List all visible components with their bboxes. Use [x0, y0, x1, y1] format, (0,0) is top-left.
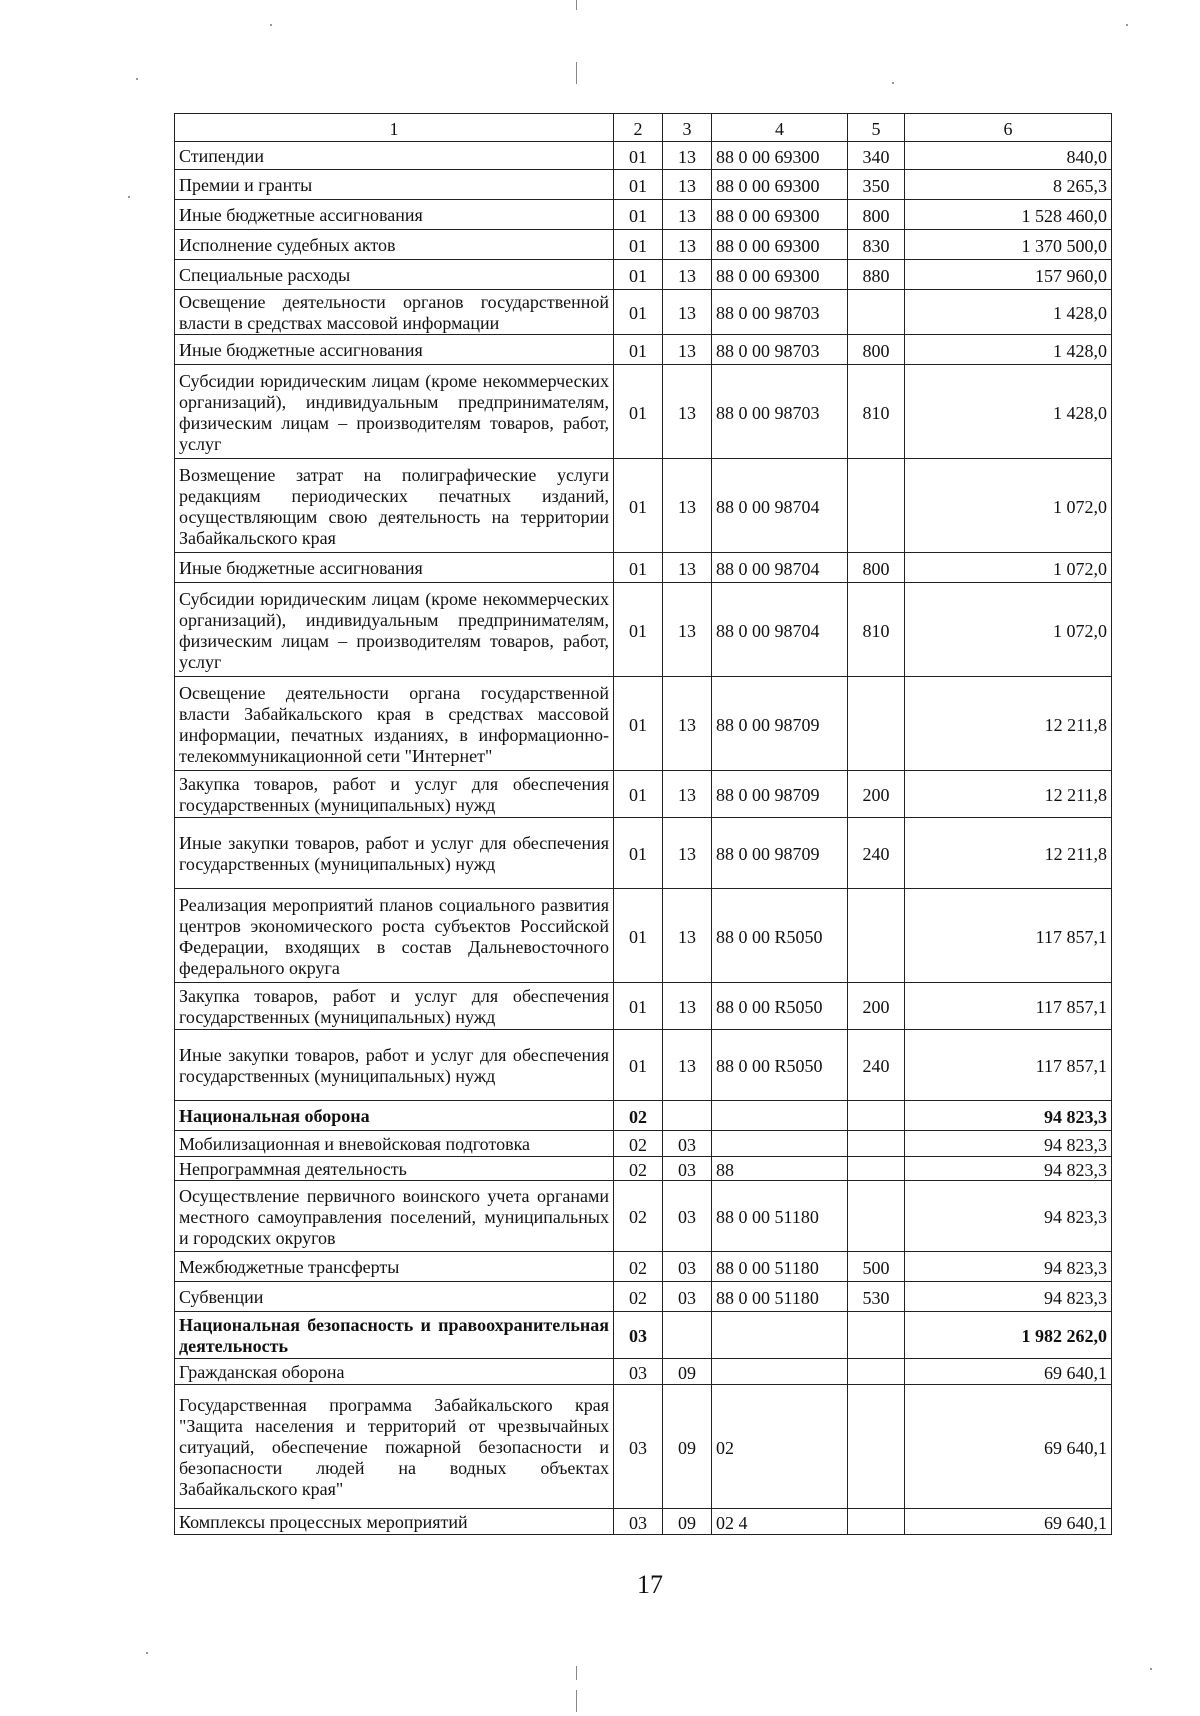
cell-subsection: 13	[663, 889, 712, 983]
cell-subsection: 13	[663, 260, 712, 290]
table-row	[175, 1509, 1112, 1535]
cell-name: Непрограммная деятельность	[175, 1157, 614, 1181]
cell-name: Премии и гранты	[175, 170, 614, 200]
cell-subsection: 09	[663, 1359, 712, 1385]
cell-amount: 1 428,0	[905, 290, 1112, 335]
cell-target-article: 02	[712, 1385, 848, 1509]
cell-amount: 12 211,8	[905, 677, 1112, 771]
cell-section: 01	[614, 200, 663, 230]
cell-subsection	[663, 1312, 712, 1359]
cell-target-article: 88 0 00 R5050	[712, 889, 848, 983]
cell-expense-type	[848, 1131, 905, 1157]
cell-amount: 1 072,0	[905, 459, 1112, 553]
table-row	[175, 1157, 1112, 1181]
cell-name: Иные бюджетные ассигнования	[175, 200, 614, 230]
table-row	[175, 230, 1112, 260]
cell-name: Исполнение судебных актов	[175, 230, 614, 260]
table-row	[175, 677, 1112, 771]
cell-expense-type: 240	[848, 818, 905, 889]
cell-name: Освещение деятельности органов государственной власти в средствах массовой информации	[175, 290, 614, 335]
cell-expense-type	[848, 459, 905, 553]
cell-target-article: 88 0 00 R5050	[712, 983, 848, 1030]
table-row	[175, 260, 1112, 290]
cell-section: 01	[614, 170, 663, 200]
cell-expense-type	[848, 1359, 905, 1385]
scan-artifact	[576, 62, 577, 84]
cell-name: Специальные расходы	[175, 260, 614, 290]
cell-section: 01	[614, 889, 663, 983]
cell-target-article: 88 0 00 98704	[712, 583, 848, 677]
cell-name: Государственная программа Забайкальского края "Защита населения и территорий от чрезвычайных ситуаций, обеспечение пожарной безопасности и безопасности людей на водных объектах Забайкальского края"	[175, 1385, 614, 1509]
cell-amount: 840,0	[905, 142, 1112, 170]
cell-subsection: 13	[663, 365, 712, 459]
cell-name: Возмещение затрат на полиграфические услуги редакциям периодических печатных изданий, осуществляющим свою деятельность на территории Забайкальского края	[175, 459, 614, 553]
table-row	[175, 553, 1112, 583]
cell-target-article	[712, 1131, 848, 1157]
cell-amount: 1 982 262,0	[905, 1312, 1112, 1359]
cell-subsection: 03	[663, 1181, 712, 1252]
budget-table	[174, 113, 1112, 1535]
cell-subsection: 13	[663, 200, 712, 230]
cell-name: Иные закупки товаров, работ и услуг для обеспечения государственных (муниципальных) нужд	[175, 1030, 614, 1101]
cell-expense-type	[848, 889, 905, 983]
cell-subsection: 13	[663, 1030, 712, 1101]
cell-section: 01	[614, 677, 663, 771]
cell-amount: 117 857,1	[905, 983, 1112, 1030]
cell-section: 01	[614, 260, 663, 290]
cell-target-article: 88 0 00 R5050	[712, 1030, 848, 1101]
cell-subsection: 09	[663, 1509, 712, 1535]
cell-subsection: 13	[663, 459, 712, 553]
cell-expense-type: 830	[848, 230, 905, 260]
cell-amount: 157 960,0	[905, 260, 1112, 290]
cell-amount: 94 823,3	[905, 1131, 1112, 1157]
cell-amount: 12 211,8	[905, 818, 1112, 889]
table-row	[175, 365, 1112, 459]
cell-subsection: 13	[663, 583, 712, 677]
cell-subsection: 13	[663, 818, 712, 889]
cell-amount: 94 823,3	[905, 1252, 1112, 1282]
table-row	[175, 1030, 1112, 1101]
cell-target-article: 88	[712, 1157, 848, 1181]
table-row	[175, 771, 1112, 818]
cell-name: Иные бюджетные ассигнования	[175, 553, 614, 583]
cell-amount: 1 528 460,0	[905, 200, 1112, 230]
scan-artifact	[136, 78, 138, 80]
table-row	[175, 170, 1112, 200]
cell-expense-type	[848, 290, 905, 335]
cell-section: 02	[614, 1101, 663, 1131]
cell-target-article: 88 0 00 98703	[712, 335, 848, 365]
cell-subsection: 13	[663, 553, 712, 583]
table-row	[175, 1359, 1112, 1385]
cell-amount: 69 640,1	[905, 1385, 1112, 1509]
cell-section: 01	[614, 230, 663, 260]
cell-name: Закупка товаров, работ и услуг для обеспечения государственных (муниципальных) нужд	[175, 771, 614, 818]
cell-expense-type: 200	[848, 983, 905, 1030]
scan-artifact	[1150, 1668, 1152, 1670]
table-row	[175, 1181, 1112, 1252]
budget-table-body	[175, 114, 1112, 1535]
cell-expense-type: 880	[848, 260, 905, 290]
cell-subsection	[663, 1101, 712, 1131]
cell-amount: 12 211,8	[905, 771, 1112, 818]
cell-target-article: 88 0 00 98709	[712, 677, 848, 771]
cell-name: Субсидии юридическим лицам (кроме некоммерческих организаций), индивидуальным предпринимателям, физическим лицам – производителям товаров, работ, услуг	[175, 365, 614, 459]
cell-target-article: 02 4	[712, 1509, 848, 1535]
scan-artifact	[1126, 24, 1128, 26]
cell-subsection: 13	[663, 170, 712, 200]
header-cell-3: 3	[663, 114, 712, 142]
cell-section: 02	[614, 1282, 663, 1312]
cell-amount: 94 823,3	[905, 1181, 1112, 1252]
cell-section: 01	[614, 335, 663, 365]
cell-amount: 69 640,1	[905, 1509, 1112, 1535]
cell-subsection: 13	[663, 677, 712, 771]
cell-section: 01	[614, 818, 663, 889]
cell-subsection: 13	[663, 230, 712, 260]
cell-name: Иные бюджетные ассигнования	[175, 335, 614, 365]
table-row	[175, 1101, 1112, 1131]
cell-amount: 1 072,0	[905, 583, 1112, 677]
cell-name: Субсидии юридическим лицам (кроме некоммерческих организаций), индивидуальным предпринимателям, физическим лицам – производителям товаров, работ, услуг	[175, 583, 614, 677]
cell-amount: 1 428,0	[905, 335, 1112, 365]
cell-name: Комплексы процессных мероприятий	[175, 1509, 614, 1535]
cell-expense-type	[848, 1312, 905, 1359]
cell-amount: 1 370 500,0	[905, 230, 1112, 260]
cell-expense-type: 350	[848, 170, 905, 200]
table-row	[175, 1131, 1112, 1157]
cell-expense-type	[848, 677, 905, 771]
cell-expense-type: 530	[848, 1282, 905, 1312]
header-cell-4: 4	[712, 114, 848, 142]
cell-amount: 8 265,3	[905, 170, 1112, 200]
cell-expense-type	[848, 1101, 905, 1131]
cell-expense-type: 800	[848, 200, 905, 230]
cell-target-article: 88 0 00 98704	[712, 553, 848, 583]
scan-artifact	[576, 0, 577, 10]
cell-target-article	[712, 1359, 848, 1385]
scan-artifact	[576, 1666, 577, 1680]
cell-section: 03	[614, 1312, 663, 1359]
cell-subsection: 13	[663, 335, 712, 365]
cell-subsection: 13	[663, 771, 712, 818]
cell-target-article: 88 0 00 98703	[712, 365, 848, 459]
cell-name: Иные закупки товаров, работ и услуг для обеспечения государственных (муниципальных) нужд	[175, 818, 614, 889]
cell-target-article: 88 0 00 98704	[712, 459, 848, 553]
cell-section: 01	[614, 459, 663, 553]
cell-expense-type	[848, 1509, 905, 1535]
cell-name: Осуществление первичного воинского учета органами местного самоуправления поселений, муниципальных и городских округов	[175, 1181, 614, 1252]
cell-target-article: 88 0 00 69300	[712, 142, 848, 170]
cell-expense-type: 240	[848, 1030, 905, 1101]
cell-target-article: 88 0 00 69300	[712, 230, 848, 260]
cell-name: Стипендии	[175, 142, 614, 170]
cell-subsection: 13	[663, 142, 712, 170]
cell-section: 03	[614, 1385, 663, 1509]
cell-section: 01	[614, 983, 663, 1030]
cell-target-article: 88 0 00 69300	[712, 260, 848, 290]
scan-artifact	[892, 82, 894, 84]
table-row	[175, 583, 1112, 677]
cell-section: 01	[614, 771, 663, 818]
cell-subsection: 09	[663, 1385, 712, 1509]
cell-section: 01	[614, 290, 663, 335]
cell-amount: 1 072,0	[905, 553, 1112, 583]
cell-target-article: 88 0 00 98709	[712, 818, 848, 889]
cell-name: Реализация мероприятий планов социального развития центров экономического роста субъектов Российской Федерации, входящих в состав Дальневосточного федерального округа	[175, 889, 614, 983]
table-row	[175, 1252, 1112, 1282]
scan-artifact	[146, 1652, 148, 1654]
cell-section: 03	[614, 1359, 663, 1385]
cell-section: 02	[614, 1131, 663, 1157]
cell-name: Национальная оборона	[175, 1101, 614, 1131]
table-row	[175, 983, 1112, 1030]
cell-amount: 1 428,0	[905, 365, 1112, 459]
cell-section: 01	[614, 553, 663, 583]
cell-section: 01	[614, 365, 663, 459]
cell-expense-type: 810	[848, 365, 905, 459]
cell-expense-type	[848, 1385, 905, 1509]
cell-name: Гражданская оборона	[175, 1359, 614, 1385]
table-row	[175, 818, 1112, 889]
cell-amount: 117 857,1	[905, 1030, 1112, 1101]
table-row	[175, 889, 1112, 983]
cell-target-article: 88 0 00 51180	[712, 1252, 848, 1282]
cell-expense-type: 810	[848, 583, 905, 677]
table-row	[175, 200, 1112, 230]
table-row	[175, 142, 1112, 170]
header-cell-5: 5	[848, 114, 905, 142]
cell-name: Межбюджетные трансферты	[175, 1252, 614, 1282]
cell-section: 02	[614, 1252, 663, 1282]
cell-target-article	[712, 1312, 848, 1359]
header-cell-2: 2	[614, 114, 663, 142]
cell-subsection: 03	[663, 1252, 712, 1282]
cell-name: Закупка товаров, работ и услуг для обеспечения государственных (муниципальных) нужд	[175, 983, 614, 1030]
cell-expense-type	[848, 1157, 905, 1181]
scan-artifact	[576, 1690, 577, 1712]
cell-amount: 69 640,1	[905, 1359, 1112, 1385]
cell-expense-type: 200	[848, 771, 905, 818]
cell-name: Субвенции	[175, 1282, 614, 1312]
cell-amount: 94 823,3	[905, 1157, 1112, 1181]
cell-section: 03	[614, 1509, 663, 1535]
table-row	[175, 1385, 1112, 1509]
header-cell-1: 1	[175, 114, 614, 142]
cell-amount: 94 823,3	[905, 1282, 1112, 1312]
cell-name: Мобилизационная и вневойсковая подготовка	[175, 1131, 614, 1157]
cell-subsection: 03	[663, 1157, 712, 1181]
cell-name: Освещение деятельности органа государственной власти Забайкальского края в средствах массовой информации, печатных изданиях, в информационно-телекоммуникационной сети "Интернет"	[175, 677, 614, 771]
table-row	[175, 1312, 1112, 1359]
table-row	[175, 1282, 1112, 1312]
cell-amount: 117 857,1	[905, 889, 1112, 983]
table-row	[175, 459, 1112, 553]
header-cell-6: 6	[905, 114, 1112, 142]
cell-subsection: 03	[663, 1131, 712, 1157]
table-row	[175, 335, 1112, 365]
cell-target-article: 88 0 00 98703	[712, 290, 848, 335]
scan-artifact	[270, 24, 272, 26]
cell-target-article: 88 0 00 51180	[712, 1181, 848, 1252]
cell-expense-type: 340	[848, 142, 905, 170]
cell-section: 02	[614, 1157, 663, 1181]
cell-expense-type	[848, 1181, 905, 1252]
cell-section: 01	[614, 583, 663, 677]
cell-target-article: 88 0 00 98709	[712, 771, 848, 818]
cell-subsection: 13	[663, 290, 712, 335]
cell-subsection: 03	[663, 1282, 712, 1312]
cell-target-article	[712, 1101, 848, 1131]
page-number: 17	[637, 1570, 663, 1599]
cell-section: 02	[614, 1181, 663, 1252]
table-row	[175, 290, 1112, 335]
cell-target-article: 88 0 00 51180	[712, 1282, 848, 1312]
cell-expense-type: 500	[848, 1252, 905, 1282]
cell-section: 01	[614, 142, 663, 170]
table-header-row	[175, 114, 1112, 142]
scan-artifact	[128, 196, 130, 198]
cell-amount: 94 823,3	[905, 1101, 1112, 1131]
cell-target-article: 88 0 00 69300	[712, 200, 848, 230]
cell-target-article: 88 0 00 69300	[712, 170, 848, 200]
cell-subsection: 13	[663, 983, 712, 1030]
cell-expense-type: 800	[848, 335, 905, 365]
cell-name: Национальная безопасность и правоохранительная деятельность	[175, 1312, 614, 1359]
cell-section: 01	[614, 1030, 663, 1101]
cell-expense-type: 800	[848, 553, 905, 583]
